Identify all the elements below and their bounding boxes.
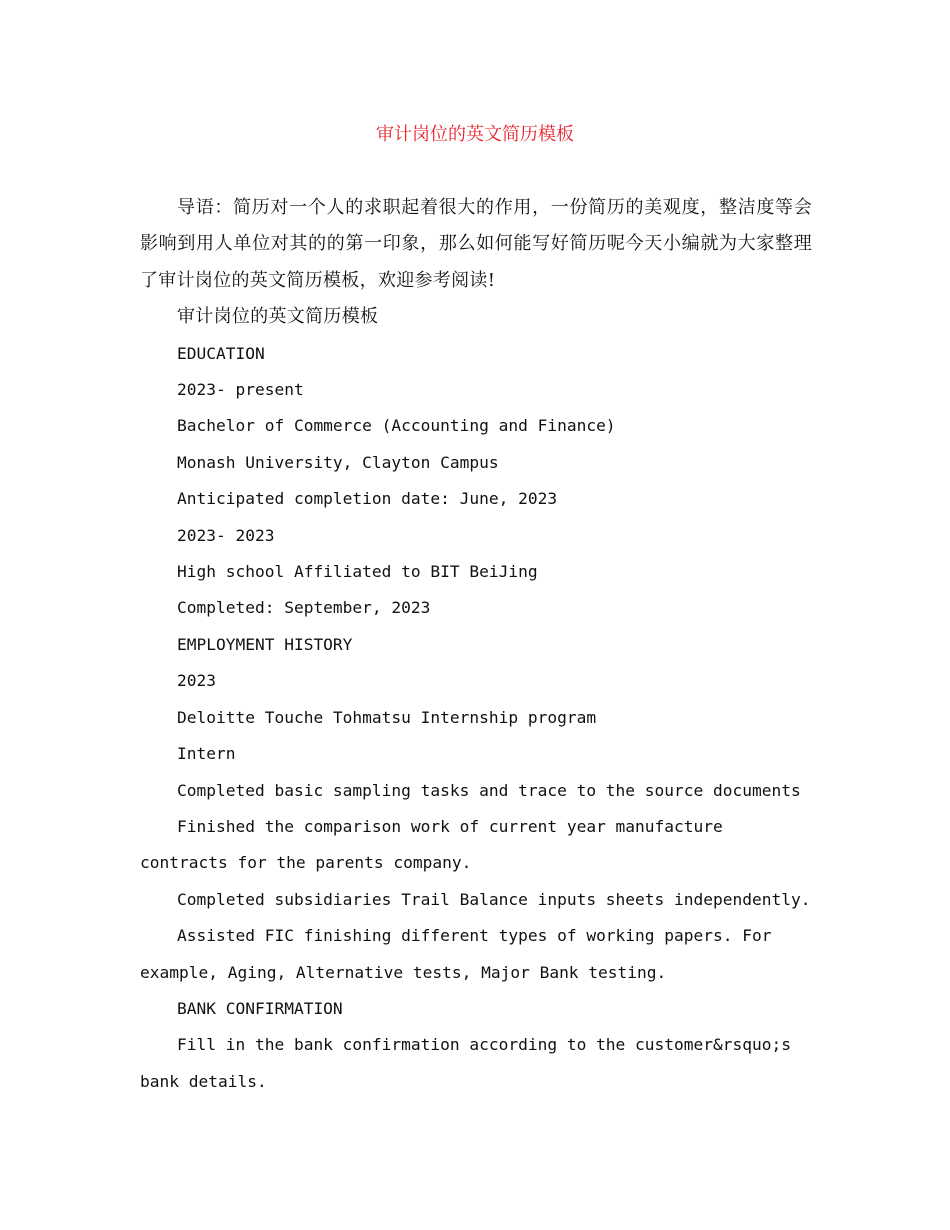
duty-item: Assisted FIC finishing different types of working papers. For example, Aging, Alternative tests, Major Bank testing. <box>140 926 772 982</box>
university-name: Monash University, Clayton Campus <box>177 452 499 472</box>
education-period-2: 2023- 2023 <box>177 525 275 545</box>
employment-year: 2023 <box>177 671 216 691</box>
high-school-completed: Completed: September, 2023 <box>177 598 431 618</box>
duty-item: Fill in the bank confirmation according to the customer&rsquo;s bank details. <box>140 1035 791 1091</box>
education-period-1: 2023- present <box>177 380 304 400</box>
document-body <box>140 190 812 1100</box>
duty-item: Finished the comparison work of current year manufacture contracts for the parents company. <box>140 816 723 873</box>
section-heading-education: EDUCATION <box>177 343 265 363</box>
duty-item: Completed basic sampling tasks and trace to the source documents <box>177 780 801 800</box>
degree-name: Bachelor of Commerce (Accounting and Finance) <box>177 416 616 436</box>
section-heading-bank-confirmation: BANK CONFIRMATION <box>177 998 343 1018</box>
resume-subtitle: 审计岗位的英文简历模板 <box>177 306 379 328</box>
document-title: 审计岗位的英文简历模板 <box>376 124 574 145</box>
duty-item: Completed subsidiaries Trail Balance inputs sheets independently. <box>177 889 811 909</box>
job-title: Intern <box>177 744 236 764</box>
high-school-name: High school Affiliated to BIT BeiJing <box>177 562 538 582</box>
section-heading-employment: EMPLOYMENT HISTORY <box>177 634 353 654</box>
completion-date: Anticipated completion date: June, 2023 <box>177 489 558 509</box>
intro-paragraph: 导语：简历对一个人的求职起着很大的作用，一份简历的美观度，整洁度等会影响到用人单位对其的的第一印象，那么如何能写好简历呢今天小编就为大家整理了审计岗位的英文简历模板，欢迎参考阅读! <box>140 197 812 291</box>
employer-program: Deloitte Touche Tohmatsu Internship program <box>177 707 597 727</box>
